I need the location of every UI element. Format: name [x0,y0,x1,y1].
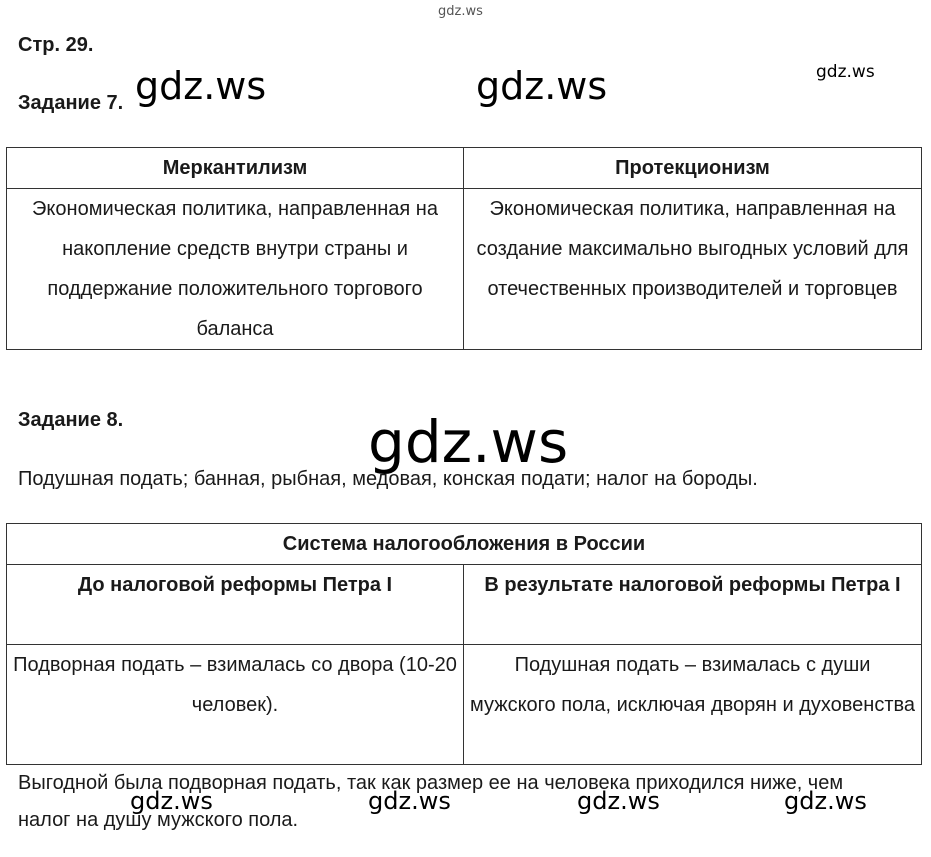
table-header: Меркантилизм [7,148,464,189]
watermark-top: gdz.ws [438,4,483,19]
task-8-table [6,523,922,765]
table-header: Протекционизм [464,148,922,189]
task-8-conclusion: Выгодной была подворная подать, так как размер ее на человека приходился ниже, чем налог на душу мужского пола. [18,772,844,831]
watermark: gdz.ws [816,62,875,82]
task-8-title: Задание 8. [18,409,124,431]
watermark: gdz.ws [476,64,608,108]
watermark: gdz.ws [577,787,660,815]
task-8-answer: Подушная подать; банная, рыбная, медовая, конская подати; налог на бороды. [18,468,758,490]
table-header: В результате налоговой реформы Петра I [464,565,922,645]
table-cell: Подворная подать – взималась со двора (10-20 человек). [7,645,464,765]
table-cell: Подушная подать – взималась с души мужского пола, исключая дворян и духовенства [464,645,922,765]
task-7-title: Задание 7. [18,92,124,114]
watermark: gdz.ws [130,787,213,815]
table-cell: Экономическая политика, направленная на накопление средств внутри страны и поддержание положительного торгового баланса [7,189,464,350]
watermark: gdz.ws [368,408,569,476]
page-number: Стр. 29. [18,34,94,56]
watermark: gdz.ws [135,64,267,108]
table-cell: Экономическая политика, направленная на создание максимально выгодных условий для отечественных производителей и торговцев [464,189,922,350]
table-header: До налоговой реформы Петра I [7,565,464,645]
task-7-table [6,147,922,350]
table-caption: Система налогообложения в России [7,524,922,565]
watermark: gdz.ws [368,787,451,815]
watermark: gdz.ws [784,787,867,815]
